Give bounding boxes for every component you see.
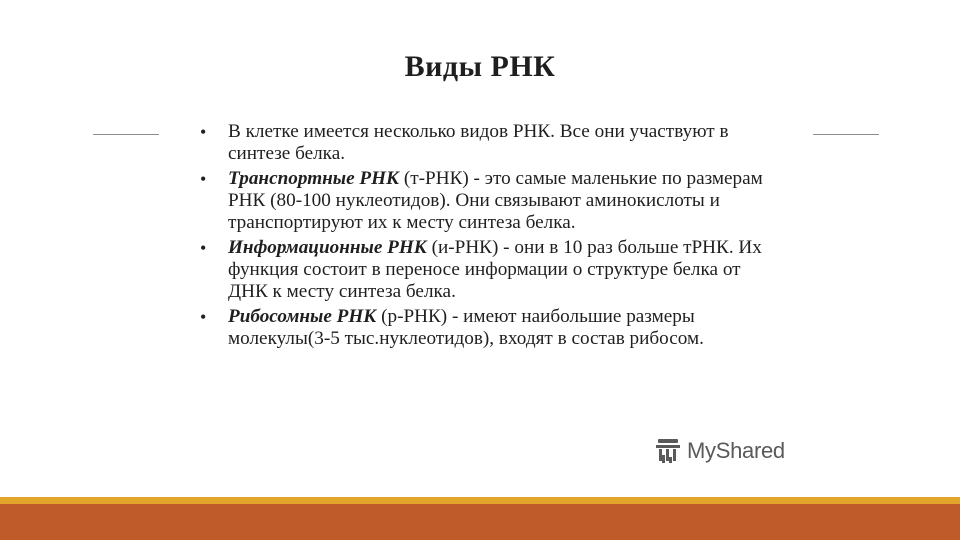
item-text: (и-РНК) - они в 10 раз больше тРНК. Их функция состоит в переносе информации о структуре белка от ДНК к месту синтеза белка. — [228, 237, 762, 302]
list-item — [198, 121, 778, 165]
slide-title: Виды РНК — [404, 50, 556, 83]
footer-bar-rust — [0, 504, 960, 540]
bullet-icon: • — [200, 238, 207, 258]
item-term: Транспортные РНК — [228, 168, 400, 189]
item-term: Рибосомные РНК — [228, 306, 377, 327]
bullet-icon: • — [200, 169, 207, 189]
bullet-list — [198, 121, 778, 353]
myshared-logo-icon — [655, 437, 681, 465]
list-item — [198, 306, 778, 350]
item-term: Информационные РНК — [228, 237, 427, 258]
bullet-icon: • — [200, 307, 207, 327]
watermark-text: MyShared — [687, 438, 785, 463]
item-text: (т-РНК) - это самые маленькие по размерам РНК (80-100 нуклеотидов). Они связывают аминокислоты и транспортируют их к месту синтеза белка. — [228, 168, 763, 233]
bullet-icon: • — [200, 122, 207, 142]
footer-bar-gold — [0, 497, 960, 504]
watermark[interactable] — [655, 437, 785, 465]
list-item — [198, 168, 778, 234]
item-text: (р-РНК) - имеют наибольшие размеры молекулы(3-5 тыс.нуклеотидов), входят в состав рибосом. — [228, 306, 704, 349]
list-item — [198, 237, 778, 303]
title-rule-right — [813, 134, 879, 135]
item-text: В клетке имеется несколько видов РНК. Все они участвуют в синтезе белка. — [228, 121, 729, 164]
title-rule-left — [93, 134, 159, 135]
